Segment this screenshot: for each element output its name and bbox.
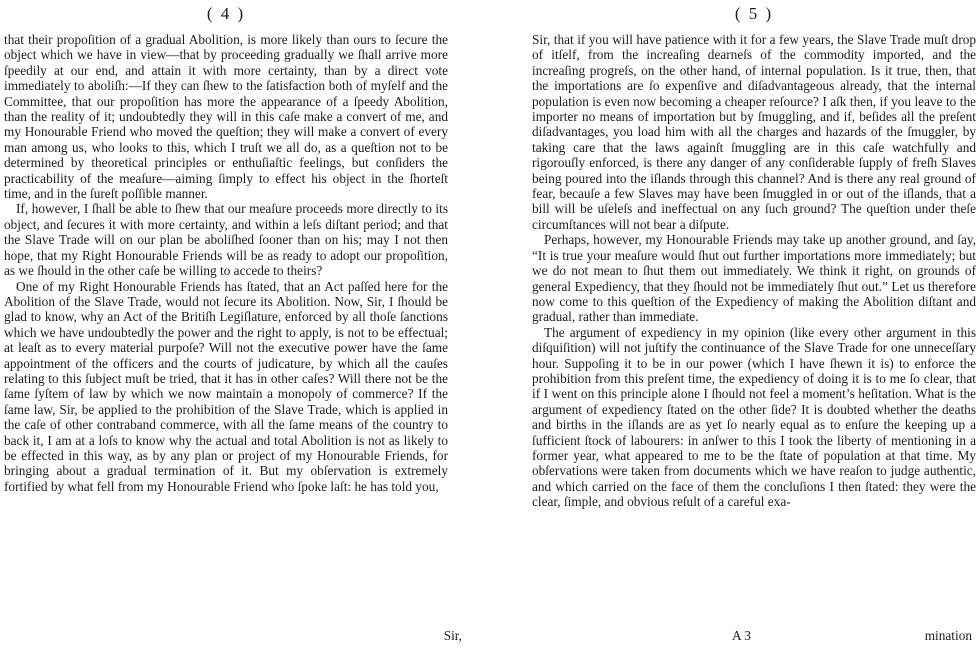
gutter xyxy=(470,0,532,648)
catchword: mination xyxy=(924,628,972,643)
paragraph: If, however, I ſhall be able to ſhew that our meaſure proceeds more directly to its object, and ſecures it with more certainty, and within a leſs diſtant period; and that the Slave Trade will on our plan be aboliſhed ſooner than on his; may I not then hope, that my Right Honourable Friends will be as ready to adopt our propoſition, as we ſhould in the other caſe be willing to accede to theirs? xyxy=(4,201,448,279)
page-footer xyxy=(532,628,972,644)
catchword: Sir, xyxy=(443,628,462,643)
paragraph: The argument of expediency in my opinion (like every other argument in this diſquiſition) will not juſtify the continuance of the Slave Trade for one unneceſſary hour. Suppoſing it to be in our power (which I have ſhewn it is) to enforce the prohibition from this preſent time, the expediency of doing it is to me ſo clear, that if I went on this principle alone I ſhould not feel a moment’s heſitation. What is the argument of expediency ſtated on the other ſide? It is doubted whether the deaths and births in the iſlands are as yet ſo nearly equal as to enſure the keeping up a ſufficient ſtock of labourers: in anſwer to this I took the liberty of mentioning in a former year, what appeared to me to be the ſtate of population at that time. My obſervations were taken from documents which we have reaſon to judge authentic, and which carried on the face of them the concluſions I then ſtated: they were the clear, ſimple, and obvious reſult of a careful exa- xyxy=(532,324,976,510)
left-page xyxy=(0,0,470,648)
page-number: ( 4 ) xyxy=(206,4,246,23)
page-text xyxy=(532,32,976,510)
paragraph: that their propoſition of a gradual Abolition, is more likely than ours to ſecure the object which we have in view—that by proceeding gradually we ſhall arrive more ſpeedily at our end, and attain it with more certainty, than by a direct vote immediately to aboliſh:—If they can ſhew to the ſatisfaction both of myſelf and the Committee, that our propoſition has more the appearance of a ſpeedy Abolition, than the reality of it; undoubtedly they will in this caſe make a convert of me, and my Honourable Friend who moved the queſtion; they will make a convert of every man among us, who looks to this, which I truſt we all do, as a queſtion not to be determined by theoretical principles or enthuſiaſtic feelings, but conſiders the practicability of the meaſure—aiming ſimply to effect his object in the ſhorteſt time, and in the ſureſt poſſible manner. xyxy=(4,32,448,202)
page-number: ( 5 ) xyxy=(734,4,774,23)
signature-mark: A 3 xyxy=(732,628,751,643)
paragraph: Perhaps, however, my Honourable Friends may take up another ground, and ſay, “It is true your meaſure would ſhut out further importations more immediately; but we do not mean to ſhut them out immediately. We think it right, on grounds of general Expediency, that they ſhould not be immediately ſhut out.” Let us therefore now come to this queſtion of the Expediency of making the Abolition diſtant and gradual, rather than immediate. xyxy=(532,232,976,325)
paragraph: Sir, that if you will have patience with it for a few years, the Slave Trade muſt drop of itſelf, from the increaſing dearneſs of the commodity imported, and the increaſing progreſs, on the other hand, of internal population. Is it true, then, that the importations are ſo expenſive and diſadvantageous already, that the internal population is even now becoming a cheaper reſource? I aſk then, if you leave to the importer no means of importation but by ſmuggling, and if, beſides all the preſent diſadvantages, you load him with all the charges and hazards of the ſmuggler, by taking care that the laws againſt ſmuggling are in this caſe watchfully and rigorouſly enforced, is there any danger of any conſiderable ſupply of freſh Slaves being poured into the iſlands through this channel? And is there any real ground of fear, becauſe a few Slaves may have been ſmuggled in or out of the iſlands, that a bill will be uſeleſs and ineffectual on any ſuch ground? The queſtion under theſe circumſtances will not bear a diſpute. xyxy=(532,32,976,232)
right-page xyxy=(532,0,980,648)
page-text xyxy=(4,32,448,494)
page-footer xyxy=(0,628,462,644)
paragraph: One of my Right Honourable Friends has ſtated, that an Act paſſed here for the Abolition of the Slave Trade, would not ſecure its Abolition. Now, Sir, I ſhould be glad to know, why an Act of the Britiſh Legiſlature, enforced by all thoſe ſanctions which we have undoubtedly the power and the right to apply, is not to be effectual; at leaſt as to every material purpoſe? Will not the executive power have the ſame appointment of the officers and the courts of judicature, by which all the cauſes relating to this ſubject muſt be tried, that it has in other caſes? Will there not be the ſame ſyſtem of law by which we now maintain a monopoly of commerce? If the ſame law, Sir, be applied to the prohibition of the Slave Trade, which is applied in the caſe of other contraband commerce, with all the ſame means of the country to back it, I am at a loſs to know why the actual and total Abolition is not as likely to be effected in this way, as by any plan or project of my Honourable Friends, for bringing about a gradual termination of it. But my obſervation is extremely fortified by what fell from my Honourable Friend who ſpoke laſt: he has told you, xyxy=(4,278,448,494)
